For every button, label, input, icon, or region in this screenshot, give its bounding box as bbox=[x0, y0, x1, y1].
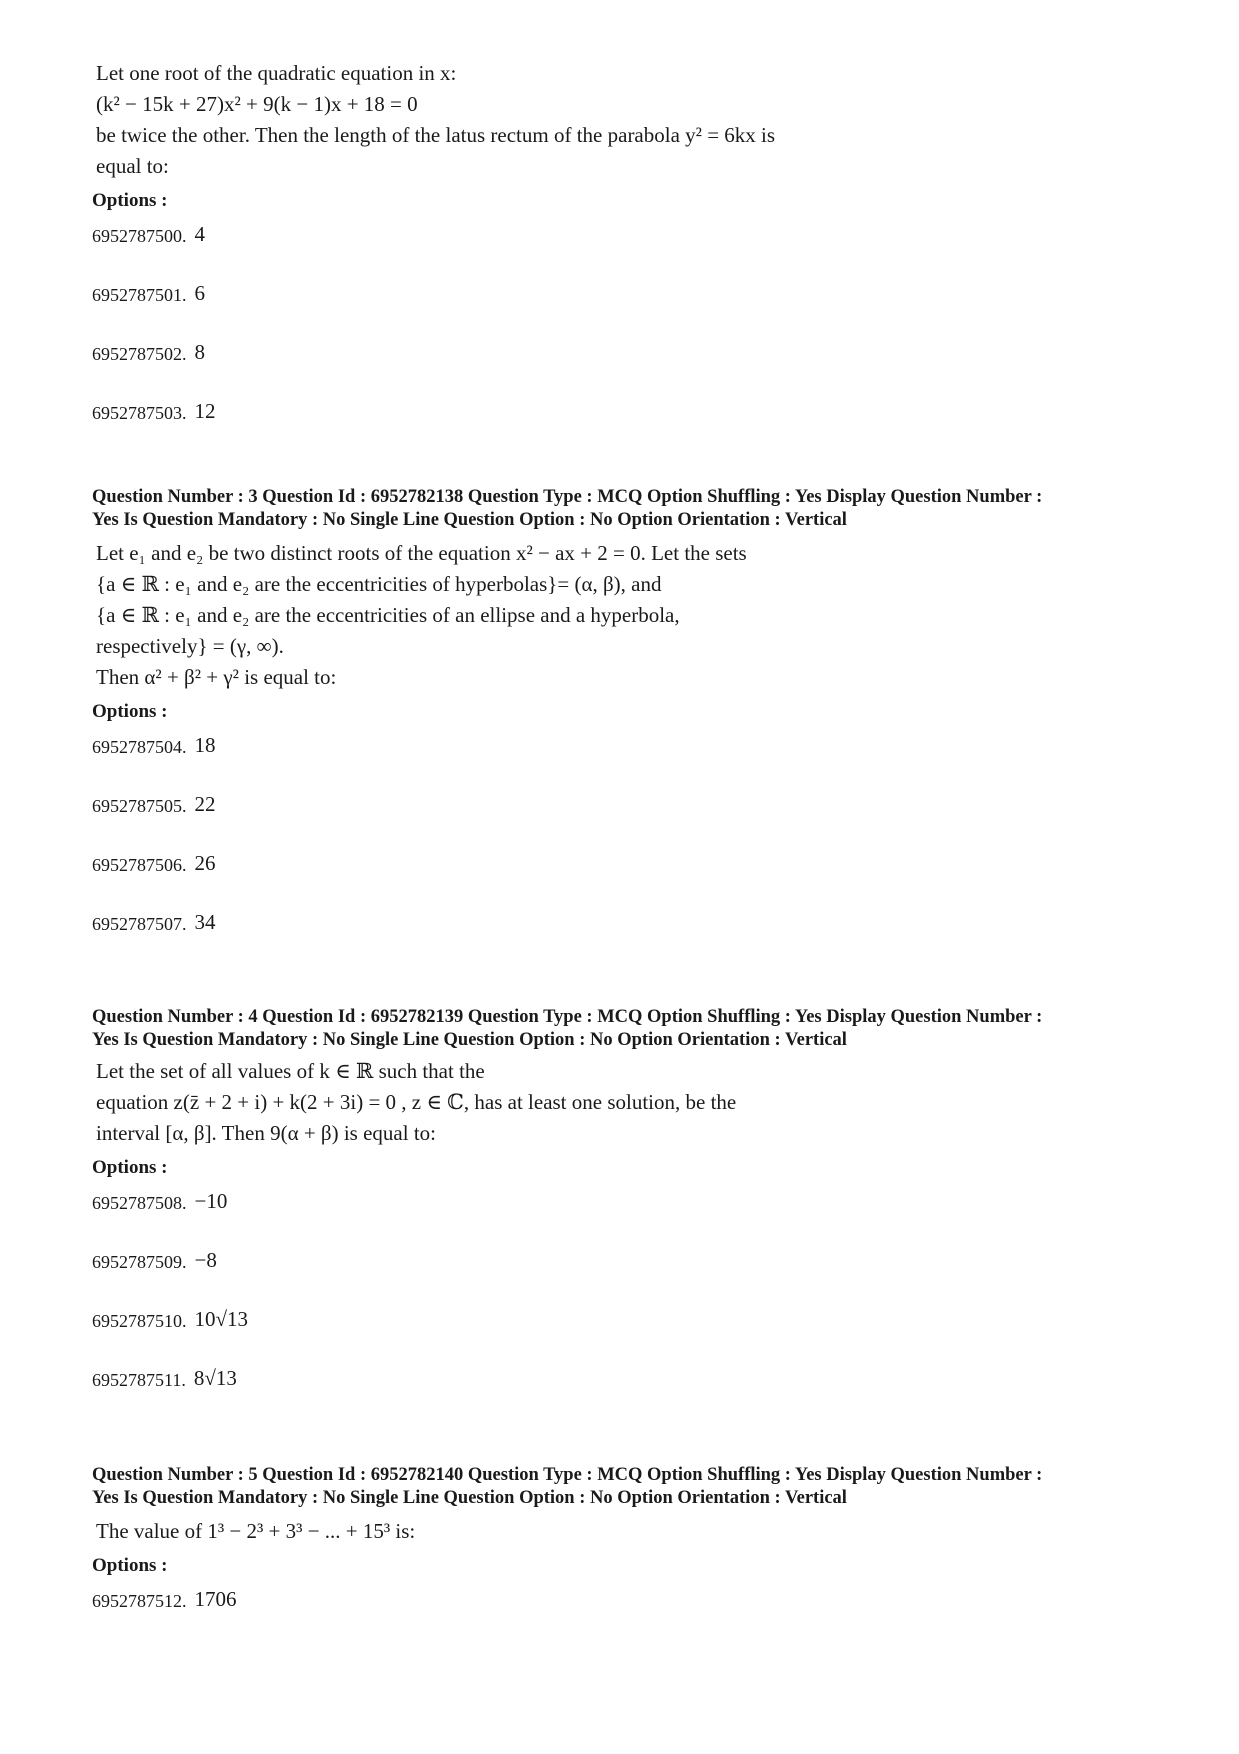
q4-stem-line-3: interval [α, β]. Then 9(α + β) is equal to: bbox=[96, 1121, 436, 1145]
option-id: 6952787503. bbox=[92, 403, 187, 423]
option-id: 6952787505. bbox=[92, 796, 187, 816]
q4-header-line-1: Question Number : 4 Question Id : 6952782139 Question Type : MCQ Option Shuffling : Yes Display Question Number : bbox=[92, 1007, 1043, 1027]
q2-option-1[interactable] bbox=[92, 222, 1152, 281]
q5-header-line-1: Question Number : 5 Question Id : 6952782140 Question Type : MCQ Option Shuffling : Yes Display Question Number : bbox=[92, 1465, 1043, 1485]
q4-option-1[interactable] bbox=[92, 1189, 1152, 1248]
option-value: 1706 bbox=[194, 1587, 237, 1611]
option-value: 34 bbox=[194, 910, 216, 934]
option-id: 6952787509. bbox=[92, 1252, 187, 1272]
q3-header bbox=[92, 486, 1152, 532]
option-id: 6952787506. bbox=[92, 855, 187, 875]
question-3 bbox=[92, 486, 1152, 969]
q3-stem-line-1: Let e₁ and e₂ be two distinct roots of the equation x² − ax + 2 = 0. Let the sets bbox=[96, 541, 747, 565]
option-value: 18 bbox=[194, 733, 216, 757]
option-id: 6952787507. bbox=[92, 914, 187, 934]
option-id: 6952787510. bbox=[92, 1311, 187, 1331]
option-id: 6952787511. bbox=[92, 1370, 186, 1390]
q5-stem-line-1: The value of 1³ − 2³ + 3³ − ... + 15³ is: bbox=[96, 1519, 416, 1543]
option-id: 6952787501. bbox=[92, 285, 187, 305]
option-value: 6 bbox=[194, 281, 205, 305]
q2-options-label: Options : bbox=[92, 190, 168, 211]
q4-options-label: Options : bbox=[92, 1157, 168, 1178]
option-value: 12 bbox=[194, 399, 216, 423]
question-4-stem bbox=[96, 1056, 1152, 1149]
q3-stem-line-4: respectively} = (γ, ∞). bbox=[96, 634, 284, 658]
q2-stem-line-1: Let one root of the quadratic equation in x: bbox=[96, 61, 457, 85]
q2-stem-line-3: be twice the other. Then the length of the latus rectum of the parabola y² = 6kx is bbox=[96, 123, 776, 147]
option-value: 8√13 bbox=[193, 1366, 237, 1390]
option-id: 6952787508. bbox=[92, 1193, 187, 1213]
q4-option-4[interactable] bbox=[92, 1366, 1152, 1425]
option-value: 8 bbox=[194, 340, 205, 364]
option-value: 26 bbox=[194, 851, 216, 875]
option-id: 6952787504. bbox=[92, 737, 187, 757]
q3-options-label: Options : bbox=[92, 701, 168, 722]
q4-option-3[interactable] bbox=[92, 1307, 1152, 1366]
option-id: 6952787500. bbox=[92, 226, 187, 246]
option-id: 6952787512. bbox=[92, 1591, 187, 1611]
q3-stem-line-5: Then α² + β² + γ² is equal to: bbox=[96, 665, 337, 689]
q2-option-4[interactable] bbox=[92, 399, 1152, 458]
q3-option-2[interactable] bbox=[92, 792, 1152, 851]
q3-option-4[interactable] bbox=[92, 910, 1152, 969]
option-value: 10√13 bbox=[194, 1307, 249, 1331]
q3-header-line-1: Question Number : 3 Question Id : 6952782138 Question Type : MCQ Option Shuffling : Yes Display Question Number : bbox=[92, 487, 1043, 507]
question-2 bbox=[92, 58, 1152, 458]
q2-option-2[interactable] bbox=[92, 281, 1152, 340]
option-value: −8 bbox=[194, 1248, 217, 1272]
q3-stem-line-3: {a ∈ ℝ : e₁ and e₂ are the eccentricities of an ellipse and a hyperbola, bbox=[96, 603, 680, 627]
q3-stem-line-2: {a ∈ ℝ : e₁ and e₂ are the eccentricities of hyperbolas}= (α, β), and bbox=[96, 572, 662, 596]
q5-header-line-2: Yes Is Question Mandatory : No Single Line Question Option : No Option Orientation : Vertical bbox=[92, 1488, 847, 1508]
option-value: 4 bbox=[194, 222, 205, 246]
q4-header bbox=[92, 1006, 1152, 1052]
option-id: 6952787502. bbox=[92, 344, 187, 364]
q2-stem-line-2: (k² − 15k + 27)x² + 9(k − 1)x + 18 = 0 bbox=[96, 92, 418, 116]
q5-header bbox=[92, 1464, 1152, 1510]
q5-option-1[interactable] bbox=[92, 1587, 1152, 1646]
question-4 bbox=[92, 1006, 1152, 1425]
q3-option-1[interactable] bbox=[92, 733, 1152, 792]
q4-stem-line-1: Let the set of all values of k ∈ ℝ such that the bbox=[96, 1059, 485, 1083]
q4-option-2[interactable] bbox=[92, 1248, 1152, 1307]
q4-stem-line-2: equation z(z̄ + 2 + i) + k(2 + 3i) = 0 , z ∈ ℂ, has at least one solution, be the bbox=[96, 1090, 737, 1114]
q5-options-label: Options : bbox=[92, 1555, 168, 1576]
question-2-stem bbox=[96, 58, 1152, 182]
option-value: 22 bbox=[194, 792, 216, 816]
q2-stem-line-4: equal to: bbox=[96, 154, 169, 178]
question-5-stem bbox=[96, 1516, 1152, 1547]
option-value: −10 bbox=[194, 1189, 228, 1213]
q3-header-line-2: Yes Is Question Mandatory : No Single Line Question Option : No Option Orientation : Vertical bbox=[92, 510, 847, 530]
question-5 bbox=[92, 1464, 1152, 1646]
q4-header-line-2: Yes Is Question Mandatory : No Single Line Question Option : No Option Orientation : Vertical bbox=[92, 1030, 847, 1050]
question-3-stem bbox=[96, 538, 1152, 693]
q3-option-3[interactable] bbox=[92, 851, 1152, 910]
q2-option-3[interactable] bbox=[92, 340, 1152, 399]
